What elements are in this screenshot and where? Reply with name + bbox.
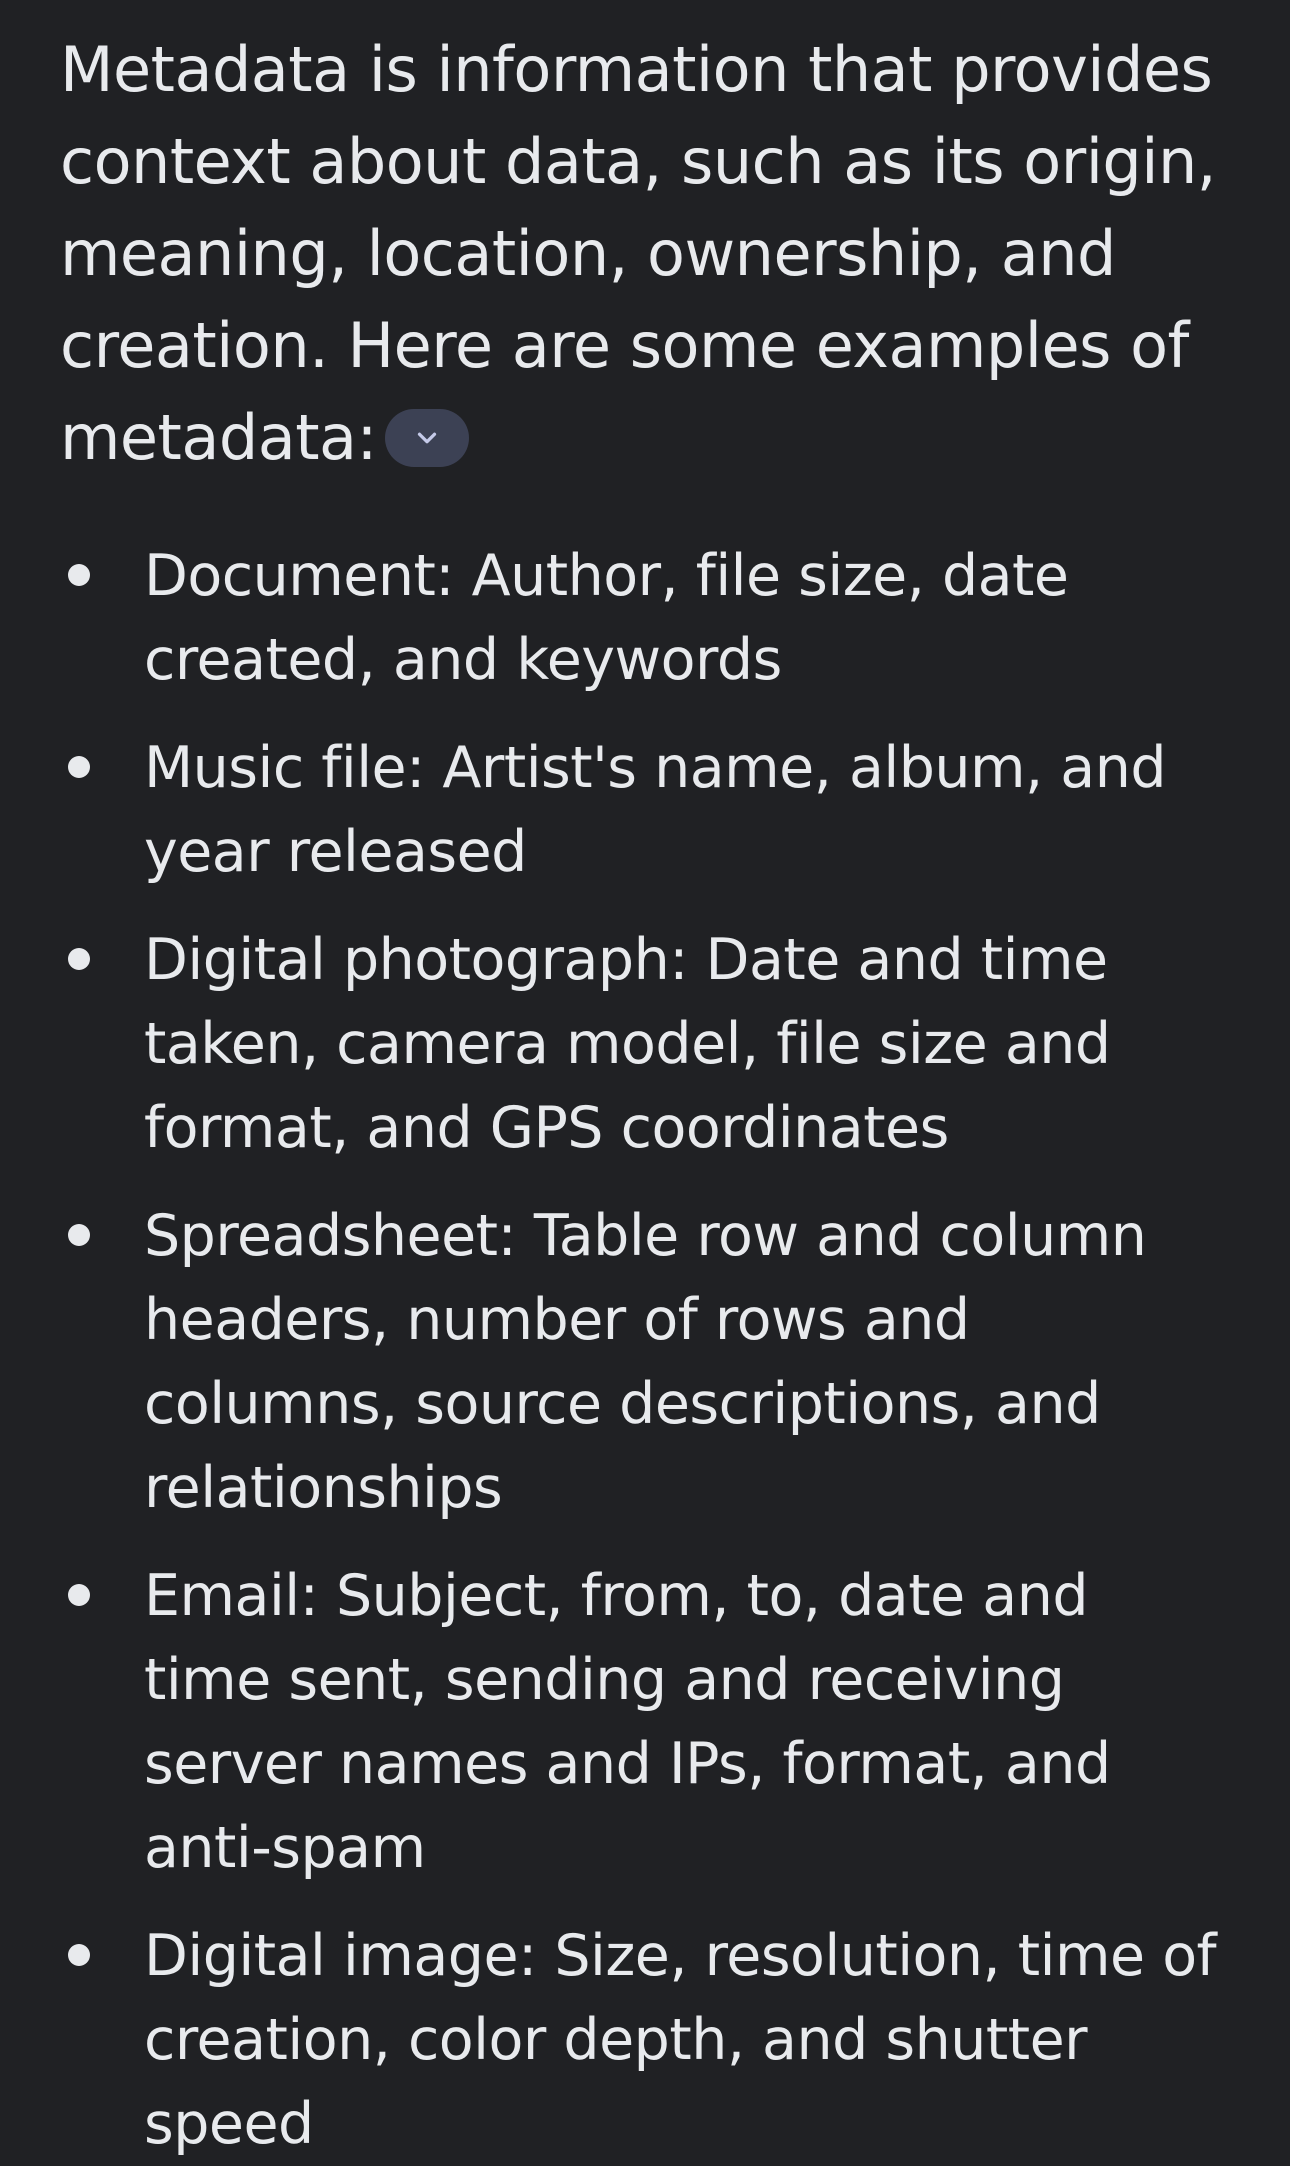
- list-item: [60, 726, 1230, 894]
- bullet-icon: [68, 1944, 90, 1966]
- intro-paragraph: [60, 24, 1230, 484]
- list-item-text: Digital image: Size, resolution, time of creation, color depth, and shutter speed: [144, 1923, 1217, 2157]
- list-item-text: Digital photograph: Date and time taken, camera model, file size and format, and GPS coordinates: [144, 927, 1111, 1161]
- list-item-text: Document: Author, file size, date created, and keywords: [144, 543, 1069, 693]
- list-item-text: Email: Subject, from, to, date and time sent, sending and receiving server names and IPs, format, and anti-spam: [144, 1563, 1111, 1881]
- bullet-icon: [68, 1224, 90, 1246]
- examples-list: [60, 534, 1230, 2166]
- bullet-icon: [68, 1584, 90, 1606]
- list-item-text: Spreadsheet: Table row and column headers, number of rows and columns, source descriptions, and relationships: [144, 1203, 1147, 1521]
- list-item: [60, 918, 1230, 1170]
- chevron-down-icon: [412, 423, 442, 453]
- bullet-icon: [68, 564, 90, 586]
- list-item: [60, 1194, 1230, 1530]
- list-item-text: Music file: Artist's name, album, and year released: [144, 735, 1167, 885]
- bullet-icon: [68, 948, 90, 970]
- list-item: [60, 534, 1230, 702]
- expand-sources-button[interactable]: [385, 409, 469, 467]
- intro-text: Metadata is information that provides context about data, such as its origin, meaning, location, ownership, and creation. Here are some examples of metadata:: [60, 33, 1217, 474]
- list-item: [60, 1914, 1230, 2166]
- list-item: [60, 1554, 1230, 1890]
- bullet-icon: [68, 756, 90, 778]
